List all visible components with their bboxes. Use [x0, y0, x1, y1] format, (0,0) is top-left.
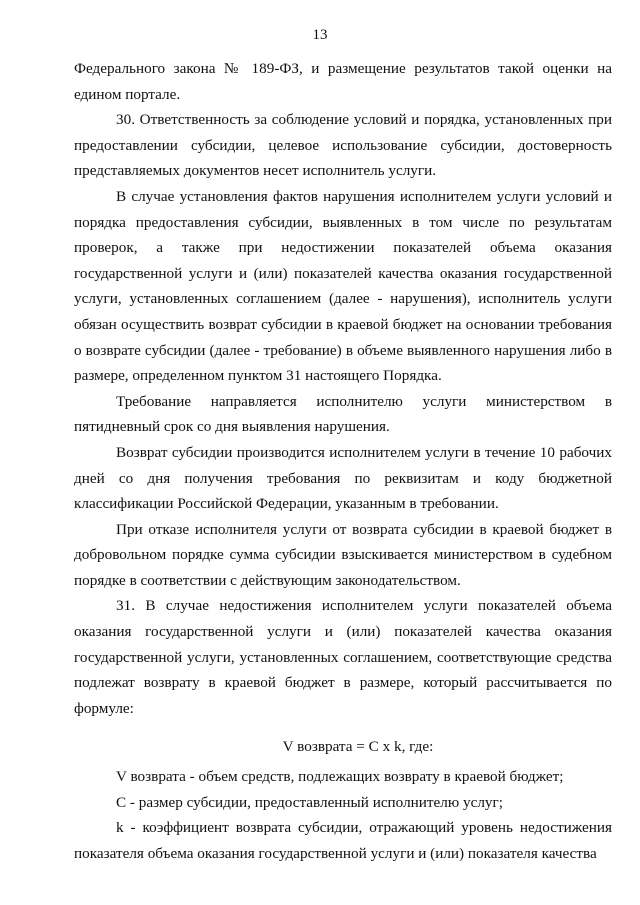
paragraph-requirement-sent: Требование направляется исполнителю услуги министерством в пятидневный срок со дня выявления нарушения.	[74, 392, 612, 436]
refund-formula: V возврата = C x k, где:	[282, 738, 434, 756]
page-number: 13	[312, 27, 328, 43]
paragraph-refund-term: Возврат субсидии производится исполнителем услуги в течение 10 рабочих дней со дня получения требования по реквизитам и коду бюджетной классификации Российской Федерации, указанным в требовании.	[74, 443, 612, 513]
paragraph-item-30: 30. Ответственность за соблюдение условий и порядка, установленных при предоставлении субсидии, целевое использование субсидии, достоверность представляемых документов несет исполнитель услуги.	[74, 111, 612, 180]
definition-k: k - коэффициент возврата субсидии, отражающий уровень недостижения показателя объема оказания государственной услуги и (или) показателя качества	[74, 819, 612, 862]
definition-v: V возврата - объем средств, подлежащих возврату в краевой бюджет;	[116, 768, 564, 786]
definition-c: C - размер субсидии, предоставленный исполнителю услуг;	[116, 793, 503, 811]
paragraph-refusal: При отказе исполнителя услуги от возврата субсидии в краевой бюджет в добровольном порядке сумма субсидии взыскивается министерством в судебном порядке в соответствии с действующим законодательством.	[74, 520, 612, 589]
paragraph-continuation: Федерального закона № 189-ФЗ, и размещение результатов такой оценки на едином портале.	[74, 60, 612, 103]
paragraph-violations: В случае установления фактов нарушения исполнителем услуги условий и порядка предоставления субсидии, выявленных в том числе по результатам проверок, а также при недостижении показателей объема оказания государственной услуги и (или) показателей качества оказания государственной услуги, установленных соглашением (далее - нарушения), исполнитель услуги обязан осуществить возврат субсидии в краевой бюджет на основании требования о возврате субсидии (далее - требование) в объеме выявленного нарушения либо в размере, определенном пунктом 31 настоящего Порядка.	[74, 187, 612, 385]
document-body	[74, 56, 612, 866]
paragraph-item-31: 31. В случае недостижения исполнителем услуги показателей объема оказания государственной услуги и (или) показателей качества оказания государственной услуги, установленных соглашением, соответствующие средства подлежат возврату в краевой бюджет в размере, который рассчитывается по формуле:	[74, 597, 612, 717]
